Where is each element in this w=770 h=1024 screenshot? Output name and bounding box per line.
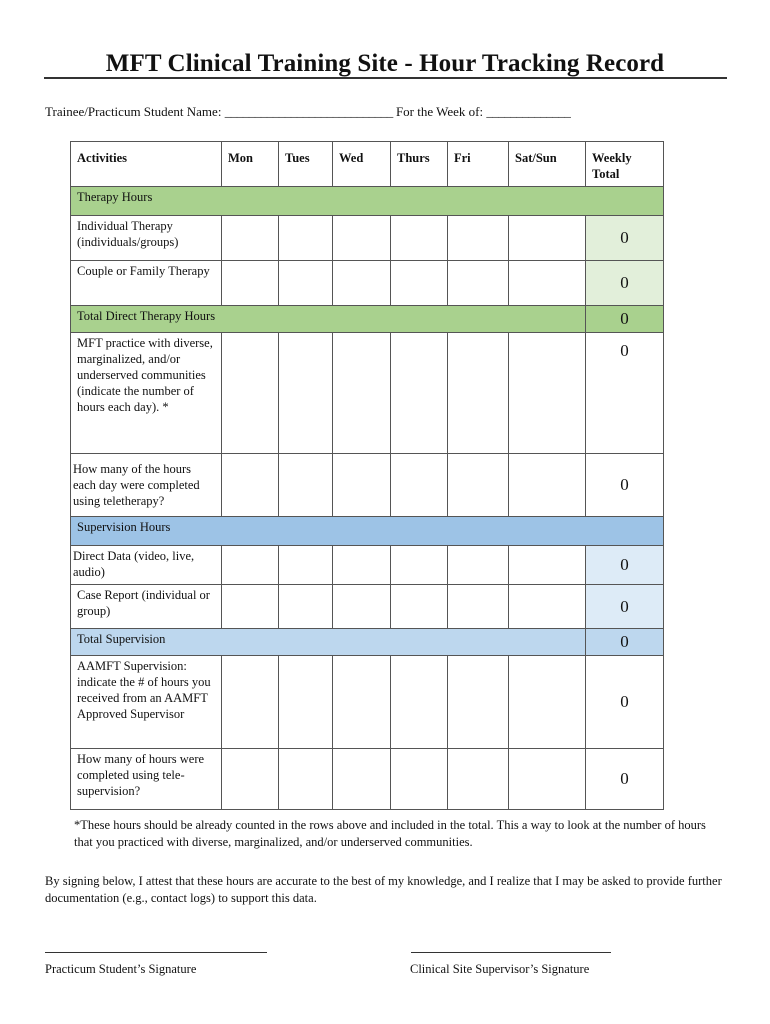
table-row [71, 216, 664, 261]
table-row [71, 261, 664, 306]
cr-tues-cell[interactable] [279, 585, 333, 629]
case-report-label: Case Report (individual or group) [71, 585, 222, 629]
header-weekly-total: Weekly Total [586, 142, 664, 187]
aamft-satsun-cell[interactable] [509, 656, 586, 749]
header-fri: Fri [448, 142, 509, 187]
tele-wed-cell[interactable] [333, 454, 391, 517]
ts-satsun-cell[interactable] [509, 749, 586, 810]
aamft-wed-cell[interactable] [333, 656, 391, 749]
student-name-label: Trainee/Practicum Student Name: [45, 104, 222, 119]
couple-fri-cell[interactable] [448, 261, 509, 306]
aamft-fri-cell[interactable] [448, 656, 509, 749]
total-supervision-label: Total Supervision [71, 629, 586, 656]
supervision-section-row [71, 517, 664, 546]
aamft-thurs-cell[interactable] [391, 656, 448, 749]
table-row [71, 749, 664, 810]
mft-practice-label: MFT practice with diverse, marginalized, and/or underserved communities (indicate the number of hours each day). * [71, 333, 222, 454]
tele-fri-cell[interactable] [448, 454, 509, 517]
table-row [71, 454, 664, 517]
individual-therapy-label: Individual Therapy (individuals/groups) [71, 216, 222, 261]
total-direct-row [71, 306, 664, 333]
student-signature-line[interactable] [45, 952, 267, 953]
aamft-mon-cell[interactable] [222, 656, 279, 749]
supervisor-signature-line[interactable] [411, 952, 611, 953]
header-thurs: Thurs [391, 142, 448, 187]
student-info-line [45, 104, 570, 120]
mft-thurs-cell[interactable] [391, 333, 448, 454]
mft-weekly-total: 0 [586, 333, 664, 454]
dd-tues-cell[interactable] [279, 546, 333, 585]
header-activities: Activities [71, 142, 222, 187]
table-row [71, 656, 664, 749]
hour-tracking-table [70, 141, 664, 810]
table-row [71, 333, 664, 454]
cr-satsun-cell[interactable] [509, 585, 586, 629]
week-field[interactable]: ______________ [486, 104, 571, 119]
tele-tues-cell[interactable] [279, 454, 333, 517]
individual-fri-cell[interactable] [448, 216, 509, 261]
telesupervision-weekly-total: 0 [586, 749, 664, 810]
table-row [71, 585, 664, 629]
direct-data-weekly-total: 0 [586, 546, 664, 585]
individual-tues-cell[interactable] [279, 216, 333, 261]
cr-wed-cell[interactable] [333, 585, 391, 629]
tele-mon-cell[interactable] [222, 454, 279, 517]
total-supervision-value: 0 [586, 629, 664, 656]
table-row [71, 546, 664, 585]
individual-mon-cell[interactable] [222, 216, 279, 261]
telesupervision-label: How many of hours were completed using tele-supervision? [71, 749, 222, 810]
cr-mon-cell[interactable] [222, 585, 279, 629]
ts-fri-cell[interactable] [448, 749, 509, 810]
student-signature-label: Practicum Student’s Signature [45, 962, 197, 976]
footnote: *These hours should be already counted in the rows above and included in the total. This a way to look at the number of hours that you practiced with diverse, marginalized, and/or underserved communities. [74, 818, 706, 849]
couple-thurs-cell[interactable] [391, 261, 448, 306]
supervisor-signature-label: Clinical Site Supervisor’s Signature [410, 962, 590, 976]
therapy-section-row [71, 187, 664, 216]
attestation-text: By signing below, I attest that these hours are accurate to the best of my knowledge, and I realize that I may be asked to provide further documentation (e.g., contact logs) to support this data. [45, 874, 722, 905]
couple-wed-cell[interactable] [333, 261, 391, 306]
header-row [71, 142, 664, 187]
header-wed: Wed [333, 142, 391, 187]
cr-thurs-cell[interactable] [391, 585, 448, 629]
title-underline [44, 77, 727, 79]
tele-satsun-cell[interactable] [509, 454, 586, 517]
teletherapy-weekly-total: 0 [586, 454, 664, 517]
aamft-supervision-label: AAMFT Supervision: indicate the # of hours you received from an AAMFT Approved Supervisor [71, 656, 222, 749]
total-direct-value: 0 [586, 306, 664, 333]
teletherapy-label: How many of the hours each day were completed using teletherapy? [71, 454, 222, 517]
header-tues: Tues [279, 142, 333, 187]
dd-wed-cell[interactable] [333, 546, 391, 585]
couple-therapy-label: Couple or Family Therapy [71, 261, 222, 306]
mft-mon-cell[interactable] [222, 333, 279, 454]
direct-data-label: Direct Data (video, live, audio) [71, 546, 222, 585]
dd-satsun-cell[interactable] [509, 546, 586, 585]
couple-satsun-cell[interactable] [509, 261, 586, 306]
cr-fri-cell[interactable] [448, 585, 509, 629]
individual-wed-cell[interactable] [333, 216, 391, 261]
page-title: MFT Clinical Training Site - Hour Tracking Record [105, 50, 665, 77]
couple-weekly-total: 0 [586, 261, 664, 306]
individual-thurs-cell[interactable] [391, 216, 448, 261]
supervision-section-label: Supervision Hours [71, 517, 664, 546]
total-direct-label: Total Direct Therapy Hours [71, 306, 586, 333]
therapy-section-label: Therapy Hours [71, 187, 664, 216]
ts-tues-cell[interactable] [279, 749, 333, 810]
aamft-tues-cell[interactable] [279, 656, 333, 749]
mft-wed-cell[interactable] [333, 333, 391, 454]
mft-tues-cell[interactable] [279, 333, 333, 454]
mft-fri-cell[interactable] [448, 333, 509, 454]
couple-tues-cell[interactable] [279, 261, 333, 306]
tele-thurs-cell[interactable] [391, 454, 448, 517]
dd-mon-cell[interactable] [222, 546, 279, 585]
dd-fri-cell[interactable] [448, 546, 509, 585]
student-name-field[interactable]: ____________________________ [224, 104, 393, 119]
mft-satsun-cell[interactable] [509, 333, 586, 454]
ts-thurs-cell[interactable] [391, 749, 448, 810]
individual-weekly-total: 0 [586, 216, 664, 261]
total-supervision-row [71, 629, 664, 656]
couple-mon-cell[interactable] [222, 261, 279, 306]
ts-mon-cell[interactable] [222, 749, 279, 810]
header-mon: Mon [222, 142, 279, 187]
ts-wed-cell[interactable] [333, 749, 391, 810]
aamft-weekly-total: 0 [586, 656, 664, 749]
individual-satsun-cell[interactable] [509, 216, 586, 261]
case-report-weekly-total: 0 [586, 585, 664, 629]
header-satsun: Sat/Sun [509, 142, 586, 187]
week-label: For the Week of: [395, 104, 484, 119]
dd-thurs-cell[interactable] [391, 546, 448, 585]
